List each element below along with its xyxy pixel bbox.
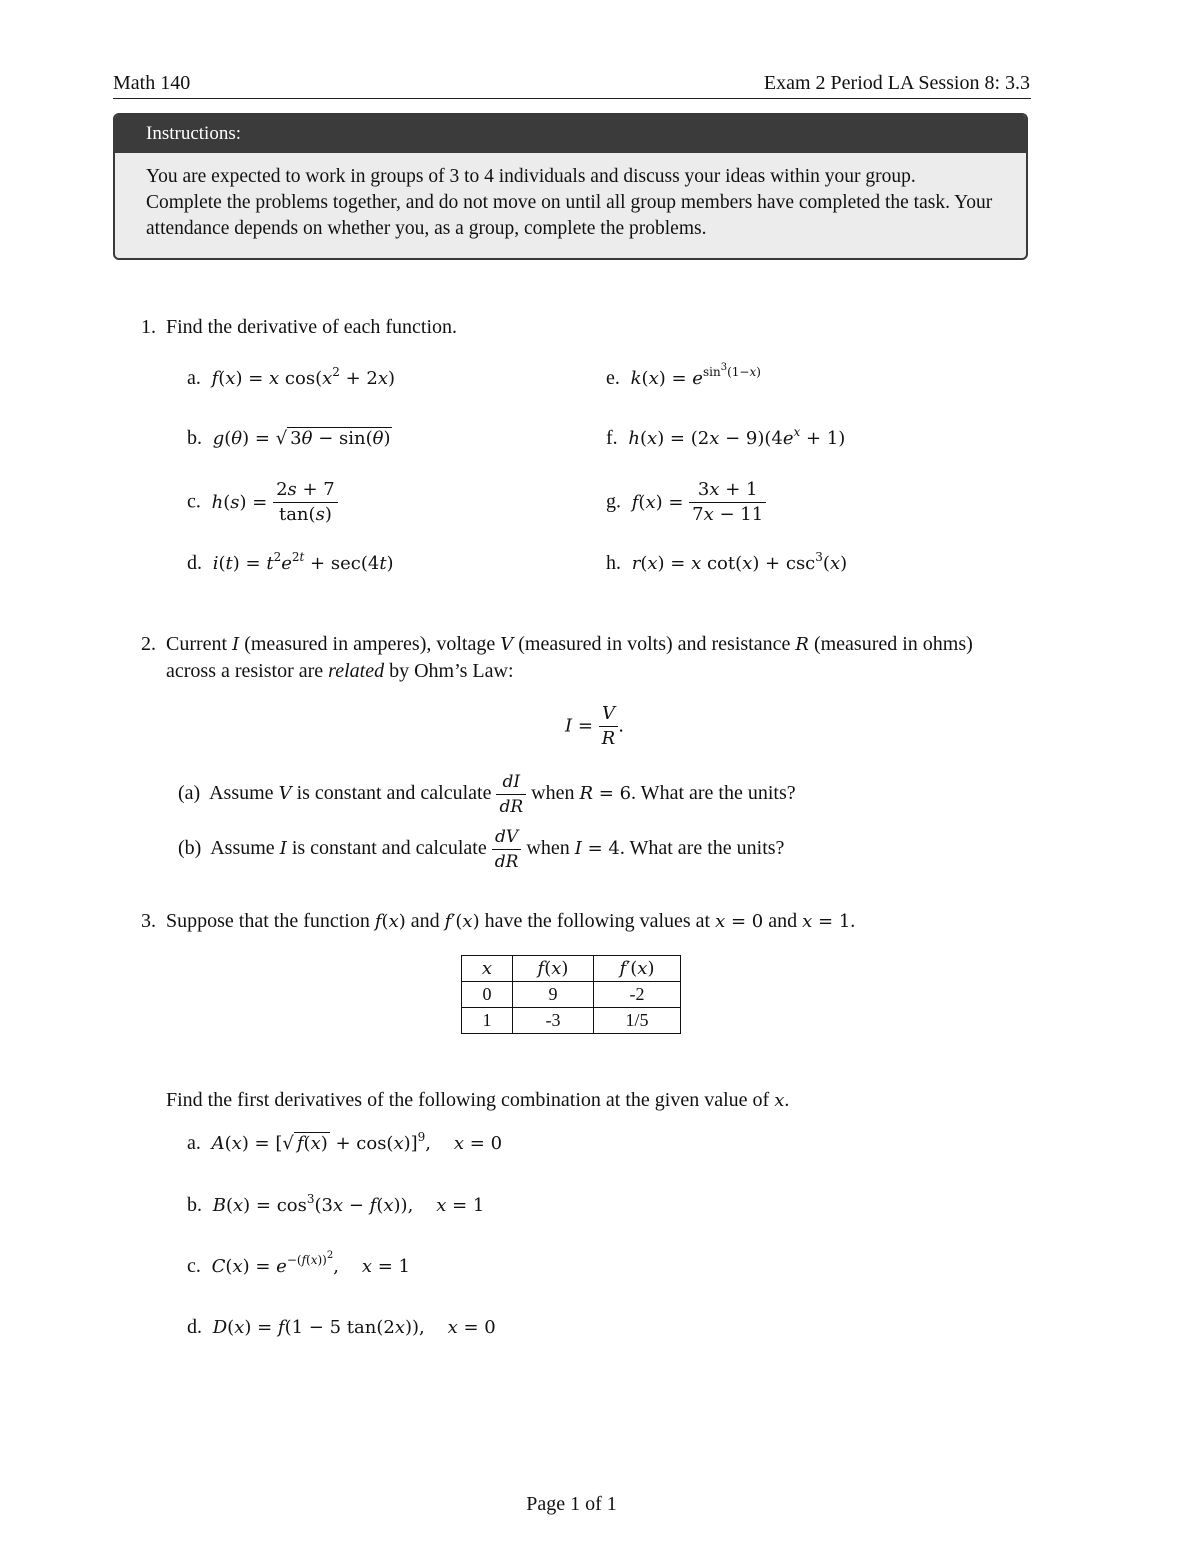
table-cell: 0 xyxy=(462,982,513,1008)
q1-function-f: $h(x) = (2x - 9)(4e^x + 1)$ xyxy=(628,425,846,449)
instructions-box xyxy=(113,113,1028,260)
q2-text: (measured in volts) and resistance xyxy=(518,633,791,655)
course-title: Math 140 xyxy=(113,72,191,94)
q1-item-g xyxy=(606,478,766,527)
q2-related-emphasis: related xyxy=(328,660,385,682)
q1-item-e xyxy=(606,362,761,390)
q1-function-e: $k(x) = e^{sin^3(1-x)}$ xyxy=(630,362,761,389)
q2-text: (measured in amperes), voltage xyxy=(244,633,496,655)
q2-text: across a resistor are xyxy=(166,660,324,682)
q3-function-a: A(x) = [√ f(x) + cos(x)]$^9$, x = 0 xyxy=(211,1130,503,1154)
table-row xyxy=(462,1008,681,1034)
q3-label-d: d. xyxy=(187,1316,202,1338)
page-number: Page 1 of 1 xyxy=(526,1493,617,1515)
q3-item-c xyxy=(187,1250,410,1278)
table-cell: -2 xyxy=(594,982,681,1008)
q1-function-c: h(s) = $\frac{2s + 7}{\tan(s)}$ xyxy=(206,492,338,513)
q1-label-a: a. xyxy=(187,367,201,389)
q2-text: (measured in ohms) xyxy=(813,633,973,655)
table-header-x: x xyxy=(462,956,513,982)
q2-part-a-text: is constant and calculate xyxy=(296,782,492,805)
q3-text: and xyxy=(768,910,798,932)
table-header-row xyxy=(462,956,681,982)
q2-part-b: (b) Assume I is constant and calculate $\frac{dV}{dR}$ when I = 4. What are the units? xyxy=(178,827,785,872)
q1-function-a: f(x) = x $\cos(x^2 + 2x)$ xyxy=(211,365,396,389)
q3-text: Find the first derivatives of the following combination at the given value of xyxy=(166,1089,770,1111)
q2-part-b-text: . What are the units? xyxy=(619,837,785,860)
q2-part-b-label: (b) xyxy=(178,837,202,860)
q3-item-a xyxy=(187,1132,502,1155)
q2-part-b-text: is constant and calculate xyxy=(291,837,487,860)
header-rule xyxy=(113,98,1031,99)
q3-prompt: Suppose that the function f(x) and f′(x) have the following values at x = 0 and x = 1. xyxy=(166,910,856,932)
q1-label-g: g. xyxy=(606,490,621,513)
q1-function-g: f(x) = $\frac{3x + 1}{7x - 11}$ xyxy=(626,492,766,513)
q1-number: 1. xyxy=(141,316,156,338)
q1-item-h xyxy=(606,552,847,575)
q1-label-f: f. xyxy=(606,427,618,449)
q1-item-f xyxy=(606,427,845,450)
q3-item-d xyxy=(187,1316,496,1339)
q1-label-c: c. xyxy=(187,490,201,513)
q2-part-a-text: Assume xyxy=(209,782,274,805)
q2-part-a-text: when xyxy=(531,782,575,805)
q3-find-text: Find the first derivatives of the following combination at the given value of x. xyxy=(166,1089,790,1111)
q3-number: 3. xyxy=(141,910,156,932)
q3-function-d: D(x) = f(1 − 5 tan(2x)), x = 0 xyxy=(212,1317,496,1338)
q2-line-1: Current I (measured in amperes), voltage V (measured in volts) and resistance R (measured in ohms) xyxy=(166,633,973,655)
session-title: Exam 2 Period LA Session 8: 3.3 xyxy=(763,72,1030,94)
q2-part-b-text: Assume xyxy=(210,837,275,860)
q3-label-b: b. xyxy=(187,1194,202,1216)
q1-function-h: r(x) = x $\cot(x) + \csc^3(x)$ xyxy=(631,550,848,574)
q2-text: Current xyxy=(166,633,228,655)
q2-part-a: (a) Assume V is constant and calculate $\frac{dI}{dR}$ when R = 6. What are the units? xyxy=(178,772,796,817)
q3-text: Suppose that the function xyxy=(166,910,370,932)
q1-label-h: h. xyxy=(606,552,621,574)
table-header-f: f(x) xyxy=(513,956,594,982)
values-table xyxy=(461,955,681,1034)
table-cell: 1 xyxy=(462,1008,513,1034)
ohms-law-equation: I = $\frac{V}{R}$ . xyxy=(565,703,624,749)
q1-function-d: $i(t) = t^2e^{2t} + \sec(4t)$ xyxy=(212,550,394,574)
q3-text: have the following values at xyxy=(484,910,711,932)
q1-function-b: g(θ) = √ 3θ − sin(θ) xyxy=(212,428,391,449)
q2-line-2 xyxy=(166,660,514,683)
q1-item-c xyxy=(187,478,338,527)
table-cell: 1/5 xyxy=(594,1008,681,1034)
q2-part-a-label: (a) xyxy=(178,782,201,805)
q1-prompt: Find the derivative of each function. xyxy=(166,316,458,338)
q3-text: and xyxy=(410,910,440,932)
q1-label-d: d. xyxy=(187,552,202,574)
q1-item-a xyxy=(187,367,395,390)
table-row xyxy=(462,982,681,1008)
q2-number: 2. xyxy=(141,633,156,655)
q3-label-a: a. xyxy=(187,1132,201,1154)
q1-label-b: b. xyxy=(187,427,202,449)
q3-label-c: c. xyxy=(187,1255,201,1277)
q1-item-b xyxy=(187,427,392,450)
q3-function-c: $C(x) = e^{-(f(x))^2}$, x = 1 xyxy=(211,1250,410,1277)
instructions-title: Instructions: xyxy=(115,115,1026,153)
table-header-fprime: f′(x) xyxy=(594,956,681,982)
q2-text: by Ohm’s Law: xyxy=(389,660,514,682)
q1-label-e: e. xyxy=(606,367,620,389)
table-cell: -3 xyxy=(513,1008,594,1034)
q2-part-a-text: . What are the units? xyxy=(631,782,796,805)
instructions-body: You are expected to work in groups of 3 to 4 individuals and discuss your ideas within your group. Complete the problems together, and do not move on until all group members have completed the task. Your attendance depends on whether you, as a group, complete the problems. xyxy=(146,166,993,239)
q3-item-b xyxy=(187,1194,484,1217)
q1-item-d xyxy=(187,552,394,575)
table-cell: 9 xyxy=(513,982,594,1008)
q2-part-b-text: when xyxy=(526,837,570,860)
q3-function-b: $B(x) = \cos^3(3x - f(x))$, x = 1 xyxy=(212,1192,485,1216)
